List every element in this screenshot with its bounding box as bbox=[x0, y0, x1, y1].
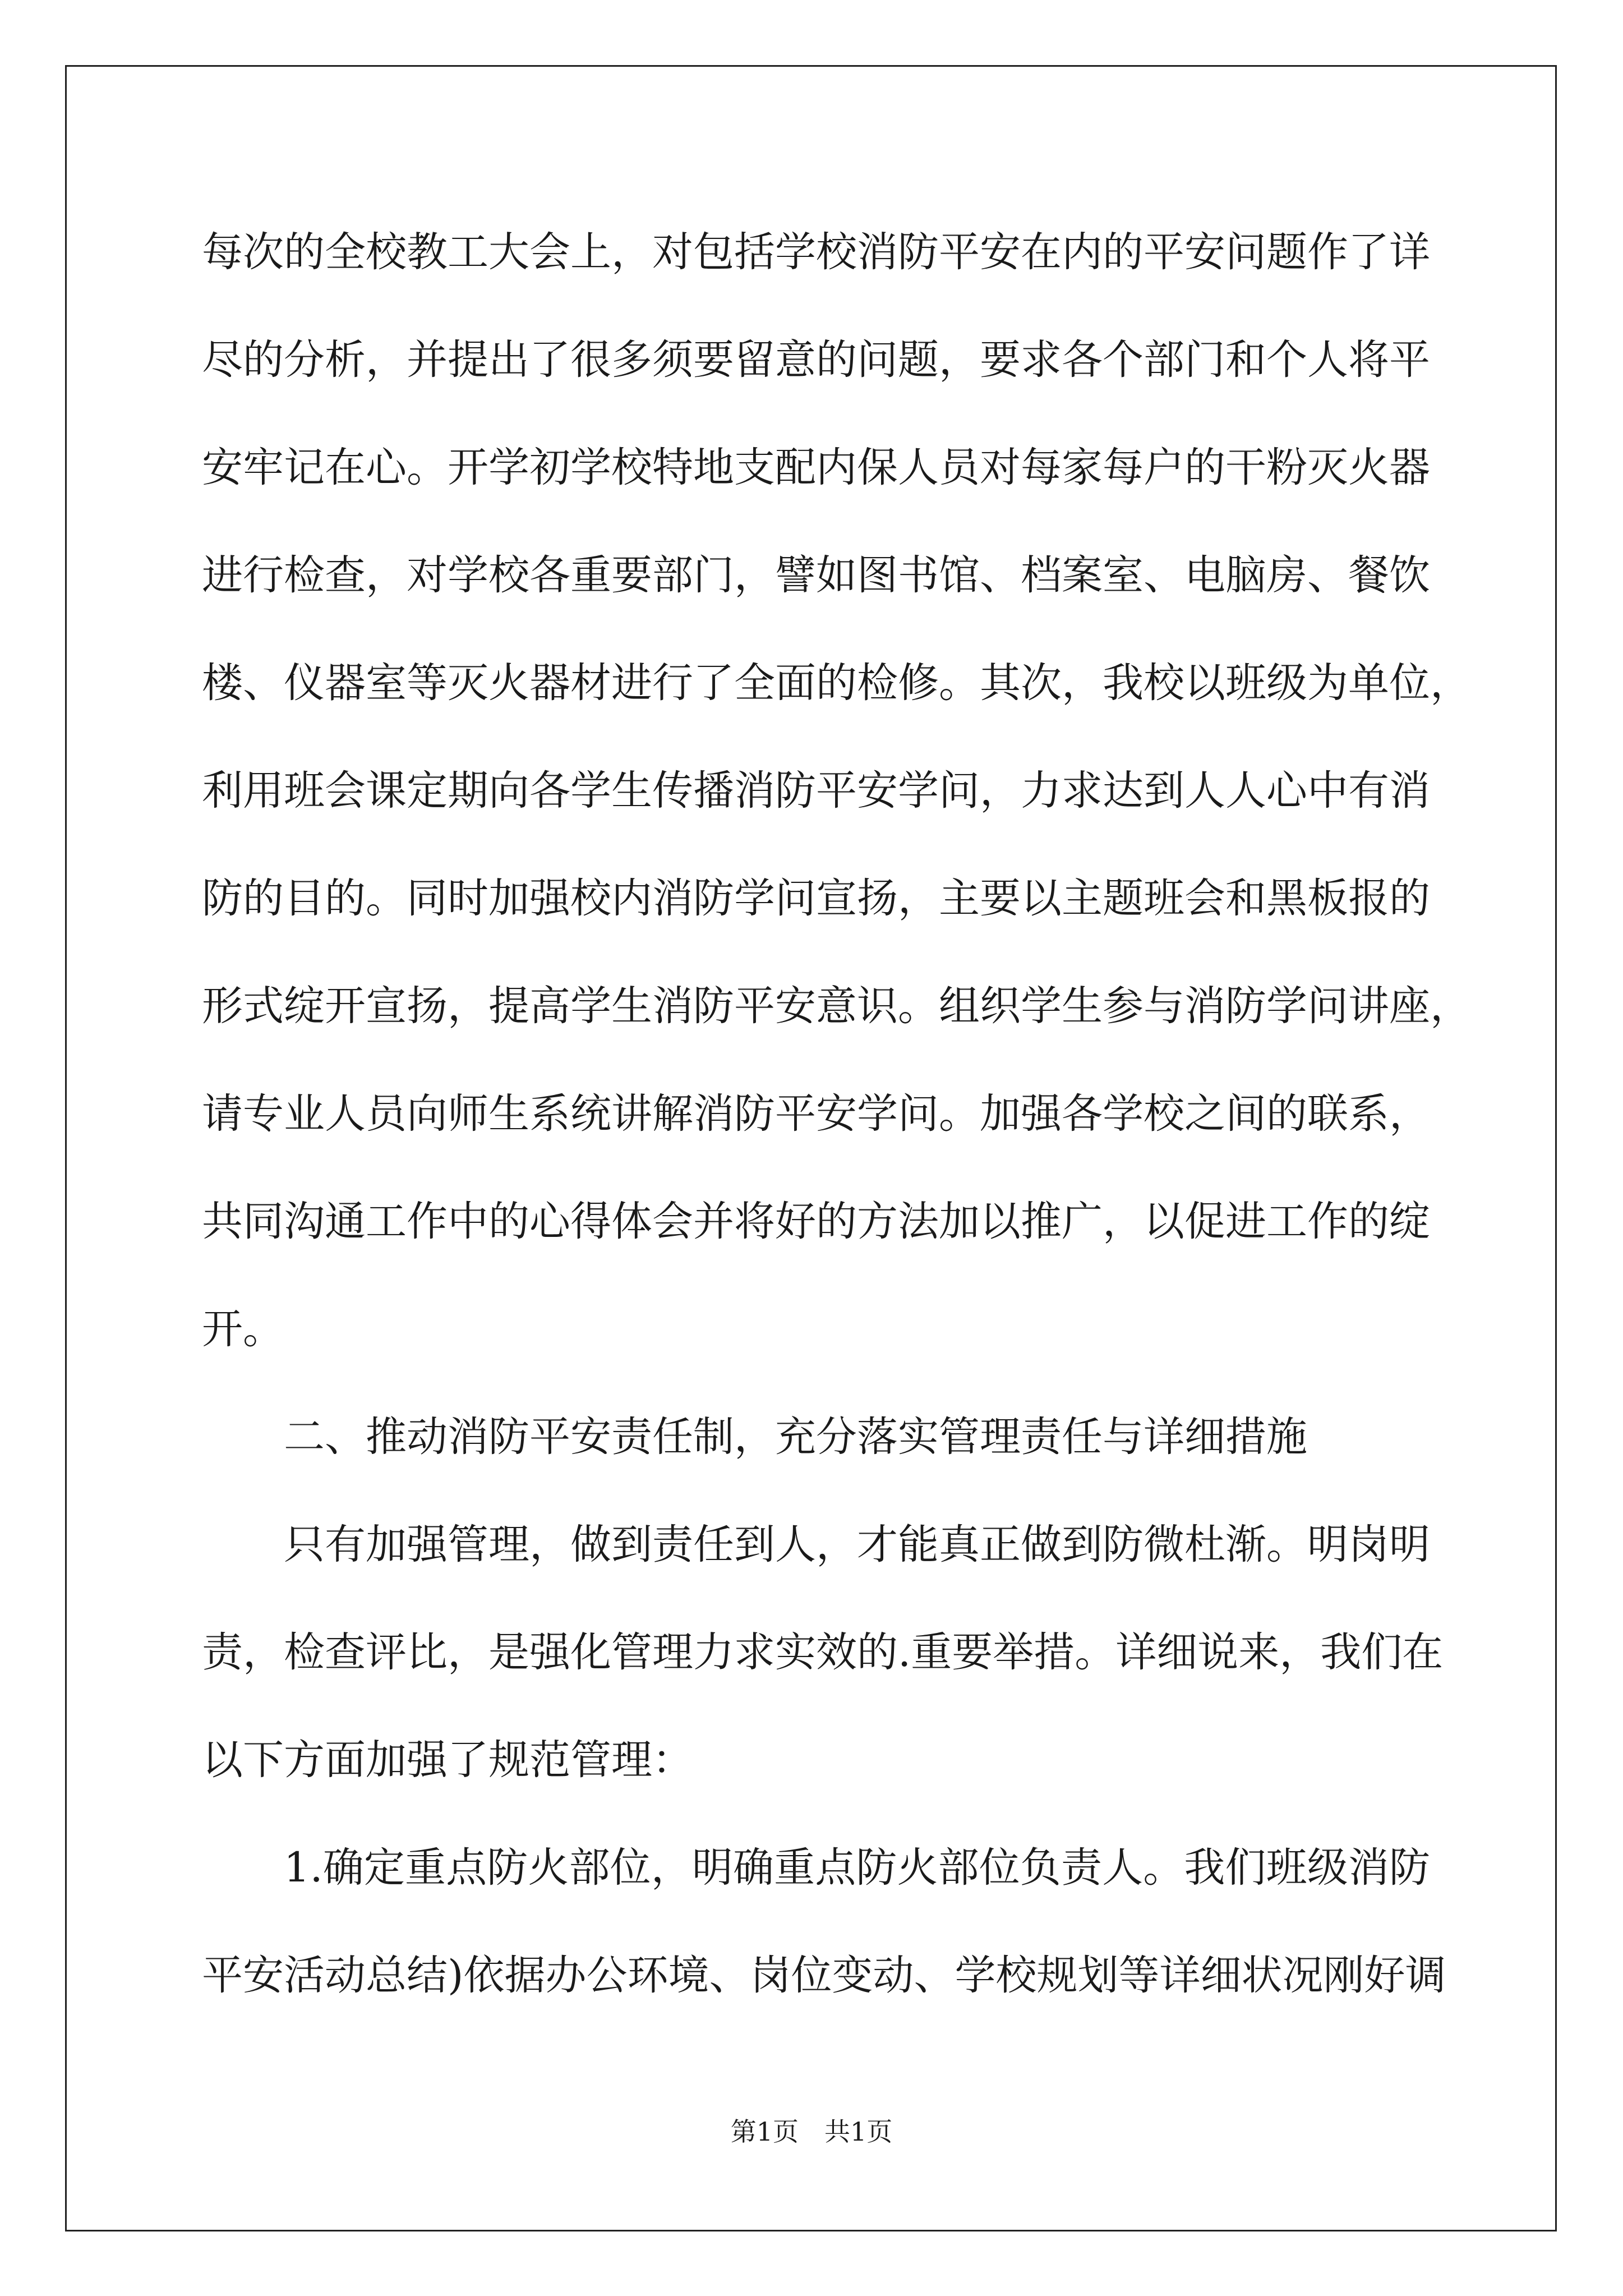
page-number-total: 共1页 bbox=[824, 2116, 893, 2147]
text-line: 每次的全校教工大会上，对包括学校消防平安在内的平安问题作了详 bbox=[202, 228, 1430, 276]
text-line: 尽的分析，并提出了很多须要留意的问题，要求各个部门和个人将平 bbox=[202, 336, 1430, 384]
section-heading: 二、推动消防平安责任制，充分落实管理责任与详细措施 bbox=[284, 1413, 1307, 1461]
text-line: 安牢记在心。开学初学校特地支配内保人员对每家每户的干粉灭火器 bbox=[202, 444, 1430, 491]
text-line: 开。 bbox=[202, 1305, 284, 1353]
text-line: 1.确定重点防火部位，明确重点防火部位负责人。我们班级消防 bbox=[284, 1844, 1430, 1892]
page-number-current: 第1页 bbox=[730, 2116, 799, 2147]
text-line: 形式绽开宣扬，提高学生消防平安意识。组织学生参与消防学问讲座， bbox=[202, 982, 1471, 1030]
document-body bbox=[202, 222, 1471, 2053]
text-line: 请专业人员向师生系统讲解消防平安学问。加强各学校之间的联系， bbox=[202, 1090, 1430, 1138]
text-line: 以下方面加强了规范管理： bbox=[202, 1736, 693, 1784]
text-line: 进行检查，对学校各重要部门，譬如图书馆、档案室、电脑房、餐饮 bbox=[202, 551, 1430, 599]
text-line: 只有加强管理，做到责任到人，才能真正做到防微杜渐。明岗明 bbox=[284, 1521, 1430, 1568]
text-line: 楼、仪器室等灭火器材进行了全面的检修。其次，我校以班级为单位， bbox=[202, 659, 1471, 707]
text-line: 平安活动总结)依据办公环境、岗位变动、学校规划等详细状况刚好调 bbox=[202, 1952, 1446, 1999]
text-line: 共同沟通工作中的心得体会并将好的方法加以推广，以促进工作的绽 bbox=[202, 1198, 1430, 1245]
text-line: 防的目的。同时加强校内消防学问宣扬，主要以主题班会和黑板报的 bbox=[202, 875, 1430, 922]
page-footer bbox=[0, 2115, 1623, 2148]
text-line: 责，检查评比，是强化管理力求实效的.重要举措。详细说来，我们在 bbox=[202, 1628, 1444, 1676]
text-line: 利用班会课定期向各学生传播消防平安学问，力求达到人人心中有消 bbox=[202, 767, 1430, 815]
